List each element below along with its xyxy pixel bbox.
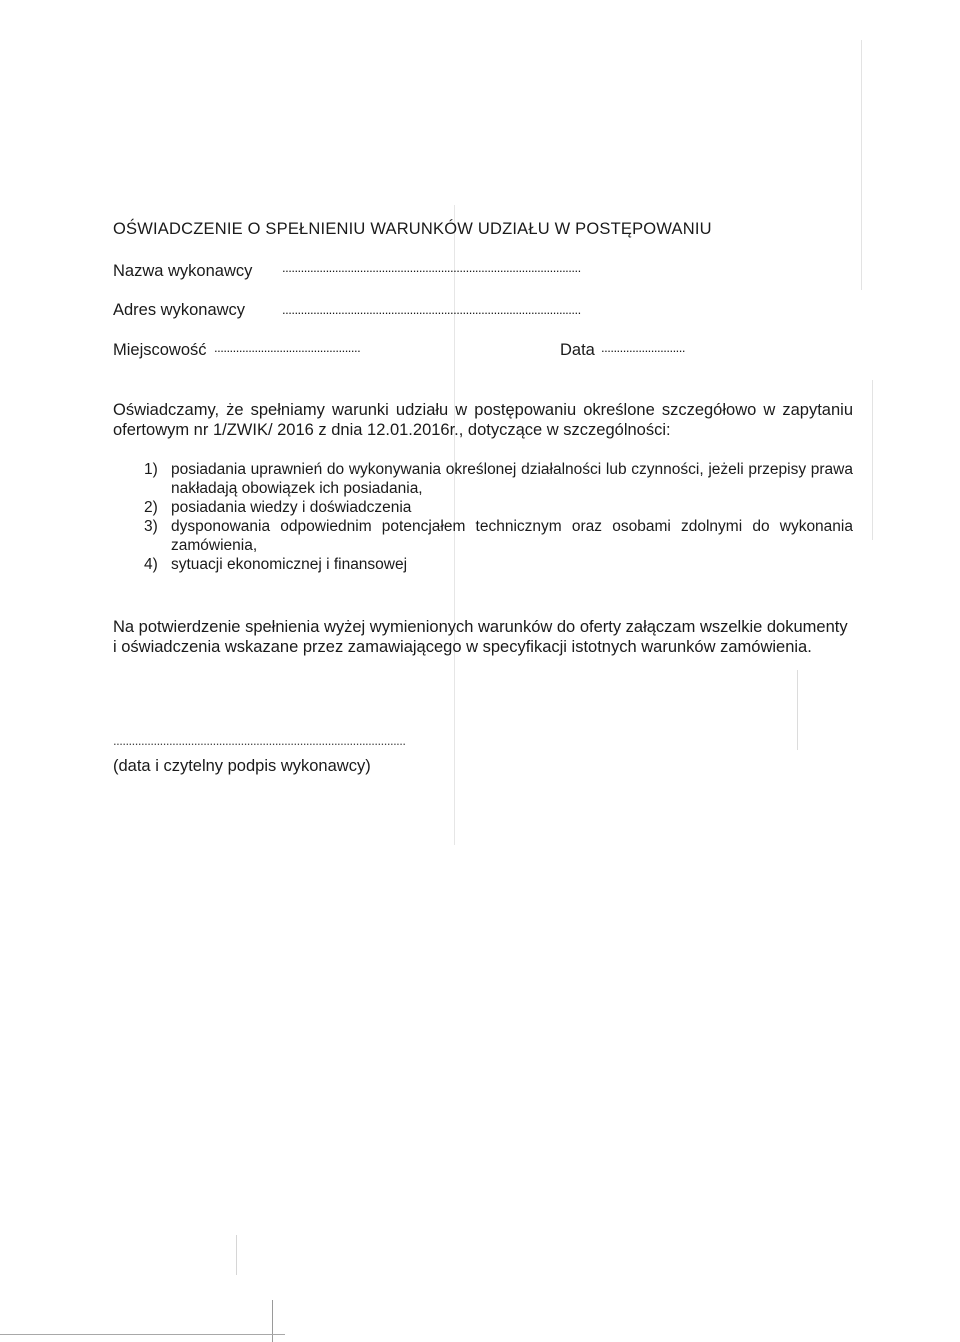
confirmation-paragraph: Na potwierdzenie spełnienia wyżej wymienionych warunków do oferty załączam wszelkie dokumenty i oświadczenia wskazane przez zamawiającego w specyfikacji istotnych warunków zamówienia. <box>113 618 848 656</box>
scan-edge-line <box>861 40 862 290</box>
scan-edge-line <box>272 1300 273 1342</box>
signature-label: (data i czytelny podpis wykonawcy) <box>113 757 371 775</box>
intro-paragraph: Oświadczamy, że spełniamy warunki udziału w postępowaniu określone szczegółowo w zapytaniu ofertowym nr 1/ZWIK/ 2016 z dnia 12.01.2016r., dotyczące w szczególności: <box>113 401 853 439</box>
date-label: Data <box>560 341 595 359</box>
contractor-name-row <box>113 262 252 281</box>
contractor-name-fill[interactable]: ................................................................................................ <box>282 260 581 275</box>
conditions-list <box>144 460 853 574</box>
scan-bottom-line <box>0 1334 285 1335</box>
condition-text: dysponowania odpowiednim potencjałem technicznym oraz osobami zdolnymi do wykonania zamówienia, <box>171 518 853 554</box>
contractor-address-fill[interactable]: ................................................................................................ <box>282 302 581 317</box>
scan-edge-line <box>236 1235 237 1275</box>
scan-edge-line <box>797 670 798 750</box>
condition-number: 1) <box>144 461 158 478</box>
contractor-address-row <box>113 301 245 320</box>
scan-edge-line <box>872 380 873 540</box>
condition-item <box>144 555 853 574</box>
condition-number: 4) <box>144 556 158 573</box>
date-fill[interactable]: ........................... <box>601 340 686 355</box>
condition-item <box>144 498 853 517</box>
condition-item <box>144 460 853 498</box>
document-title: OŚWIADCZENIE O SPEŁNIENIU WARUNKÓW UDZIAŁU W POSTĘPOWANIU <box>113 220 712 238</box>
condition-number: 2) <box>144 499 158 516</box>
condition-text: sytuacji ekonomicznej i finansowej <box>171 556 408 573</box>
place-label: Miejscowość <box>113 341 207 359</box>
contractor-address-label: Adres wykonawcy <box>113 301 246 319</box>
place-fill[interactable]: ............................................... <box>214 340 361 355</box>
signature-line[interactable]: .............................................................................................. <box>113 733 406 748</box>
condition-text: posiadania wiedzy i doświadczenia <box>171 499 412 516</box>
condition-number: 3) <box>144 518 158 535</box>
condition-text: posiadania uprawnień do wykonywania określonej działalności lub czynności, jeżeli przepisy prawa nakładają obowiązek ich posiadania, <box>171 461 853 497</box>
condition-item <box>144 517 853 555</box>
contractor-name-label: Nazwa wykonawcy <box>113 262 253 280</box>
